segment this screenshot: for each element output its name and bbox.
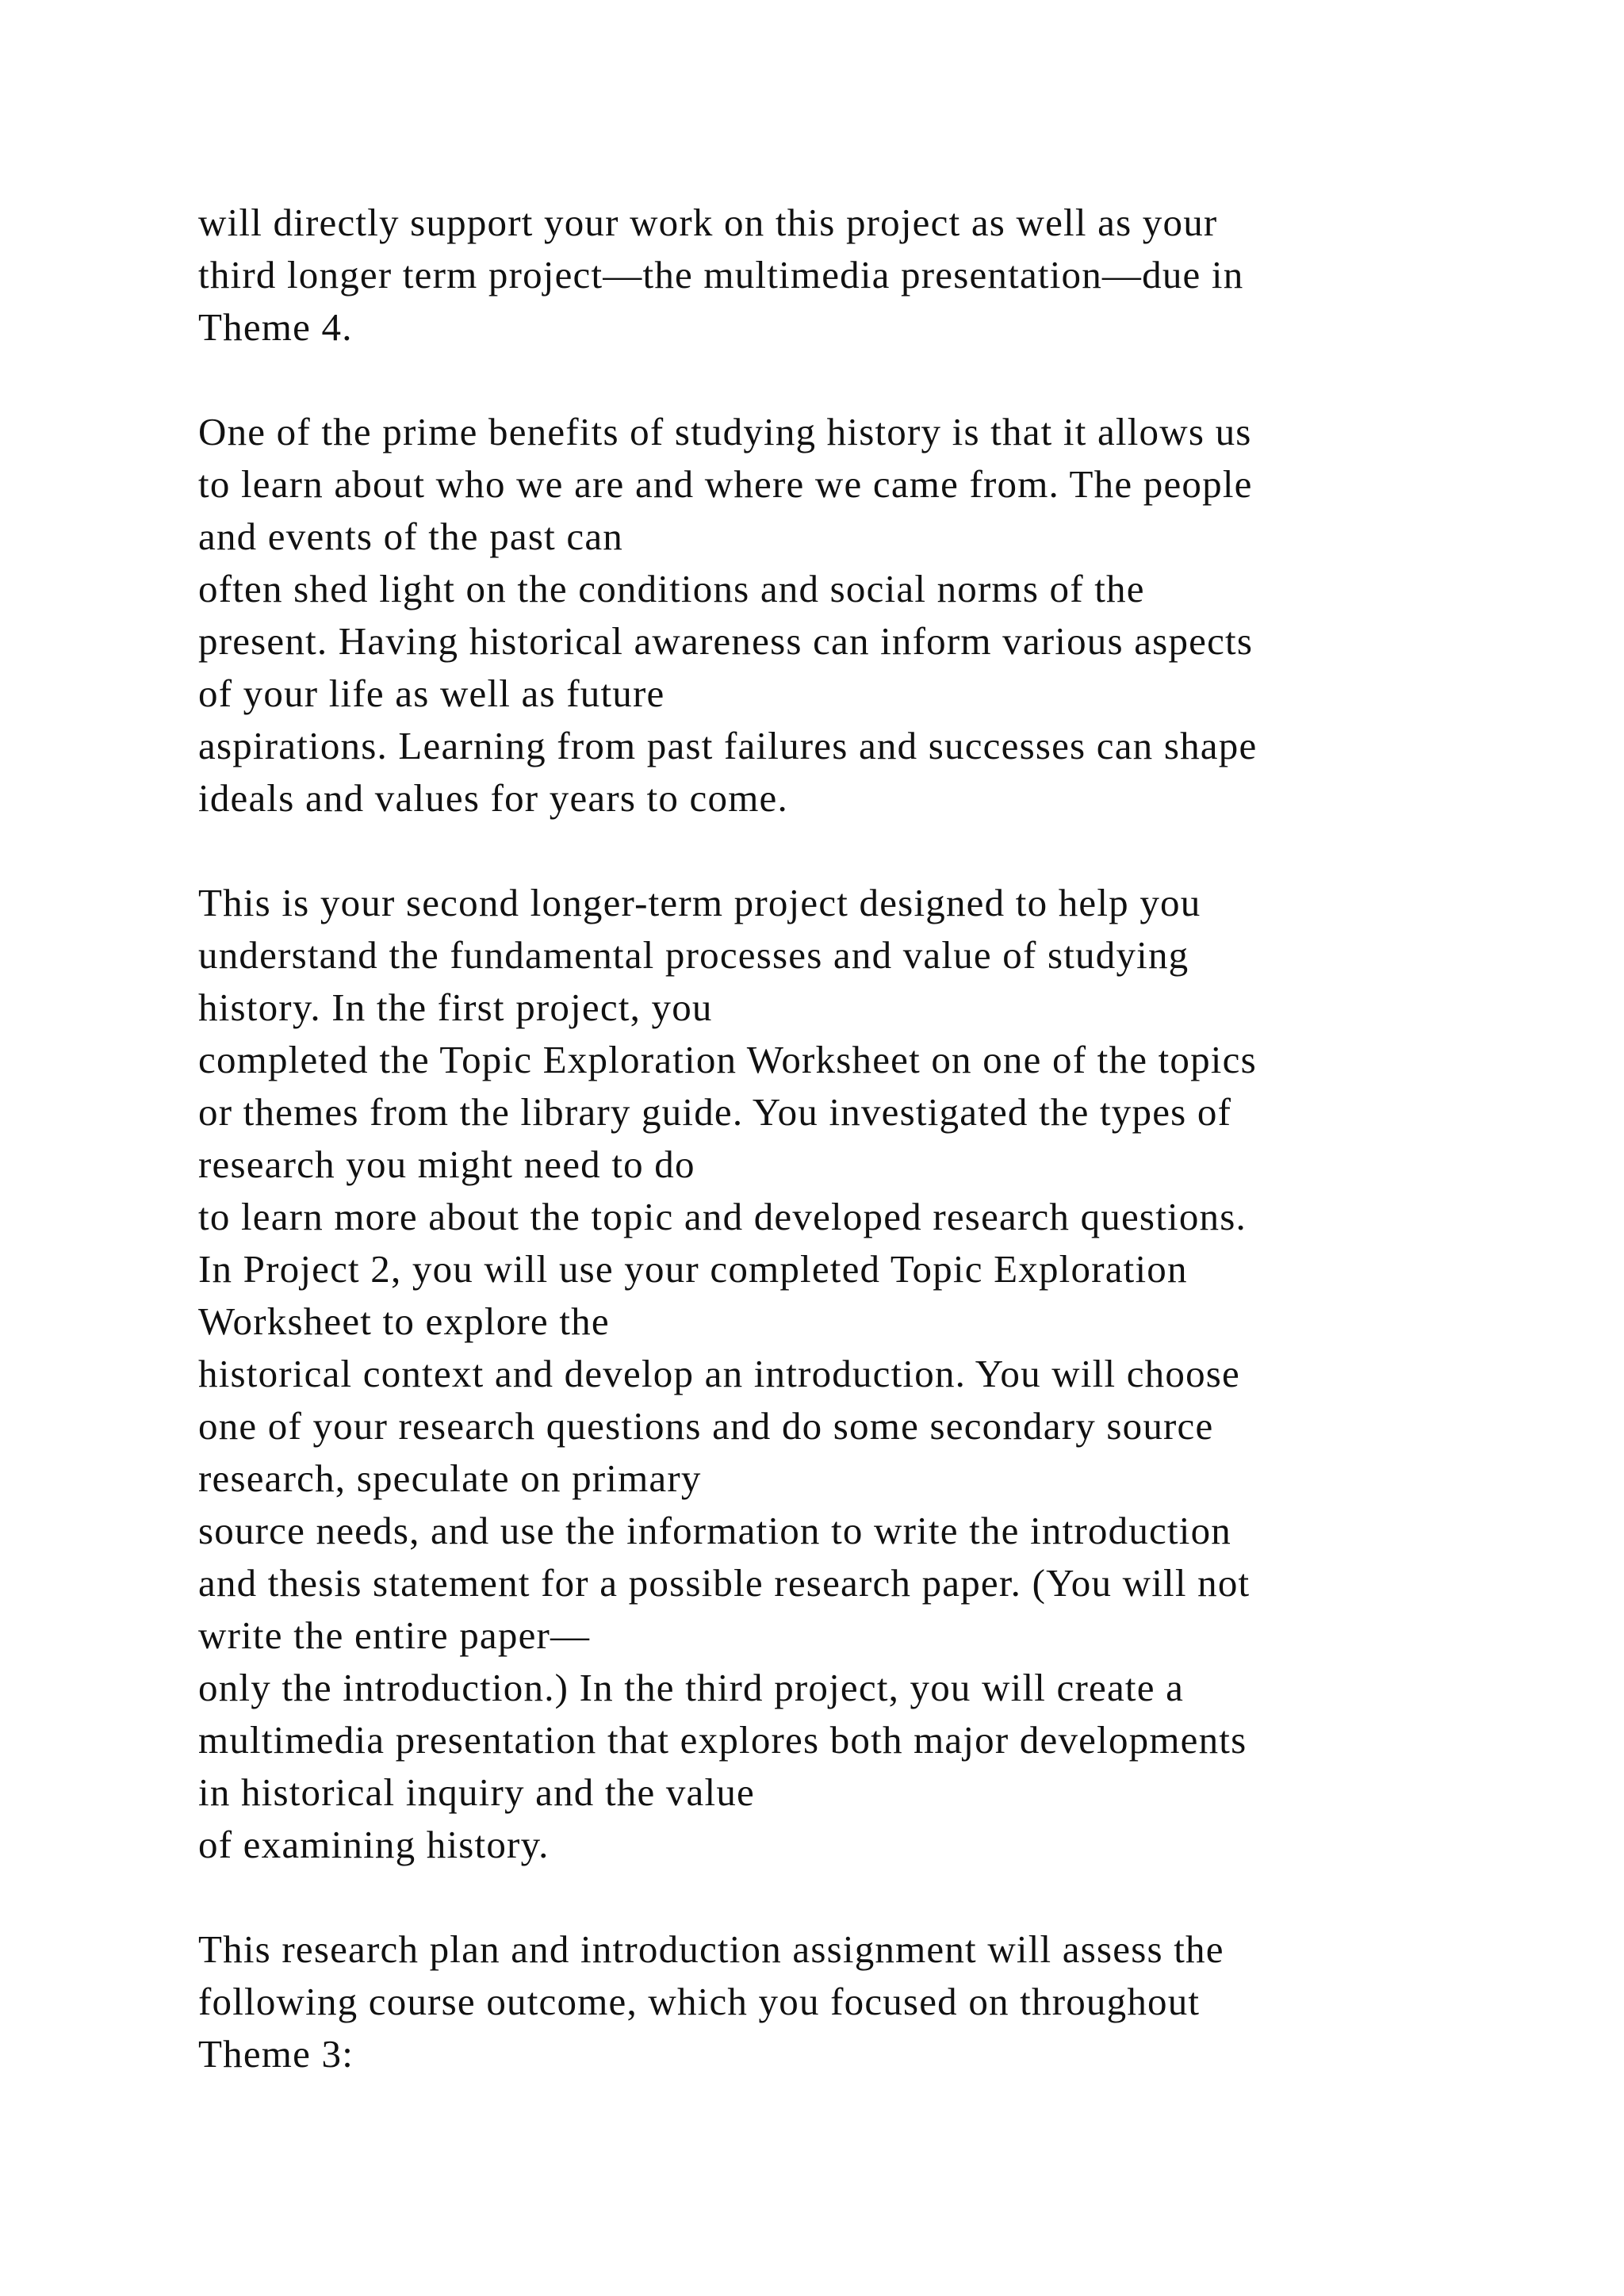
text-line: to learn about who we are and where we came from. The people	[198, 462, 1253, 506]
document-body	[198, 197, 1467, 2080]
text-line: historical context and develop an introduction. You will choose	[198, 1352, 1240, 1395]
text-line: aspirations. Learning from past failures and successes can shape	[198, 724, 1258, 767]
text-line: and events of the past can	[198, 515, 623, 558]
text-line: one of your research questions and do some secondary source	[198, 1404, 1214, 1448]
text-line: often shed light on the conditions and social norms of the	[198, 567, 1145, 610]
text-line: In Project 2, you will use your completed Topic Exploration	[198, 1247, 1188, 1291]
text-line: This is your second longer-term project designed to help you	[198, 881, 1201, 924]
text-line: Worksheet to explore the	[198, 1299, 610, 1343]
text-line: source needs, and use the information to write the introduction	[198, 1509, 1231, 1552]
text-line: completed the Topic Exploration Worksheet on one of the topics	[198, 1038, 1257, 1081]
text-line: or themes from the library guide. You investigated the types of	[198, 1090, 1232, 1134]
text-line: and thesis statement for a possible research paper. (You will not	[198, 1561, 1251, 1605]
text-line: third longer term project—the multimedia presentation—due in	[198, 253, 1244, 297]
text-line: following course outcome, which you focused on throughout	[198, 1980, 1201, 2023]
text-line: multimedia presentation that explores both major developments	[198, 1718, 1247, 1762]
text-line: This research plan and introduction assignment will assess the	[198, 1927, 1224, 1971]
text-line: understand the fundamental processes and value of studying	[198, 933, 1189, 977]
text-line: to learn more about the topic and developed research questions.	[198, 1195, 1247, 1238]
text-line: Theme 4.	[198, 305, 353, 349]
text-line: Theme 3:	[198, 2032, 354, 2076]
text-line: of examining history.	[198, 1823, 550, 1866]
text-line: will directly support your work on this project as well as your	[198, 201, 1218, 244]
text-line: history. In the first project, you	[198, 985, 713, 1029]
paragraph-3	[198, 877, 1467, 1871]
text-line: research, speculate on primary	[198, 1456, 702, 1500]
text-line: in historical inquiry and the value	[198, 1770, 755, 1814]
text-line: ideals and values for years to come.	[198, 776, 788, 820]
text-line: One of the prime benefits of studying history is that it allows us	[198, 410, 1252, 453]
text-line: of your life as well as future	[198, 672, 665, 715]
paragraph-4	[198, 1923, 1467, 2080]
paragraph-1	[198, 197, 1467, 354]
text-line: write the entire paper—	[198, 1613, 591, 1657]
text-line: only the introduction.) In the third project, you will create a	[198, 1666, 1185, 1709]
text-line: present. Having historical awareness can inform various aspects	[198, 619, 1254, 663]
paragraph-2	[198, 406, 1467, 825]
text-line: research you might need to do	[198, 1142, 695, 1186]
